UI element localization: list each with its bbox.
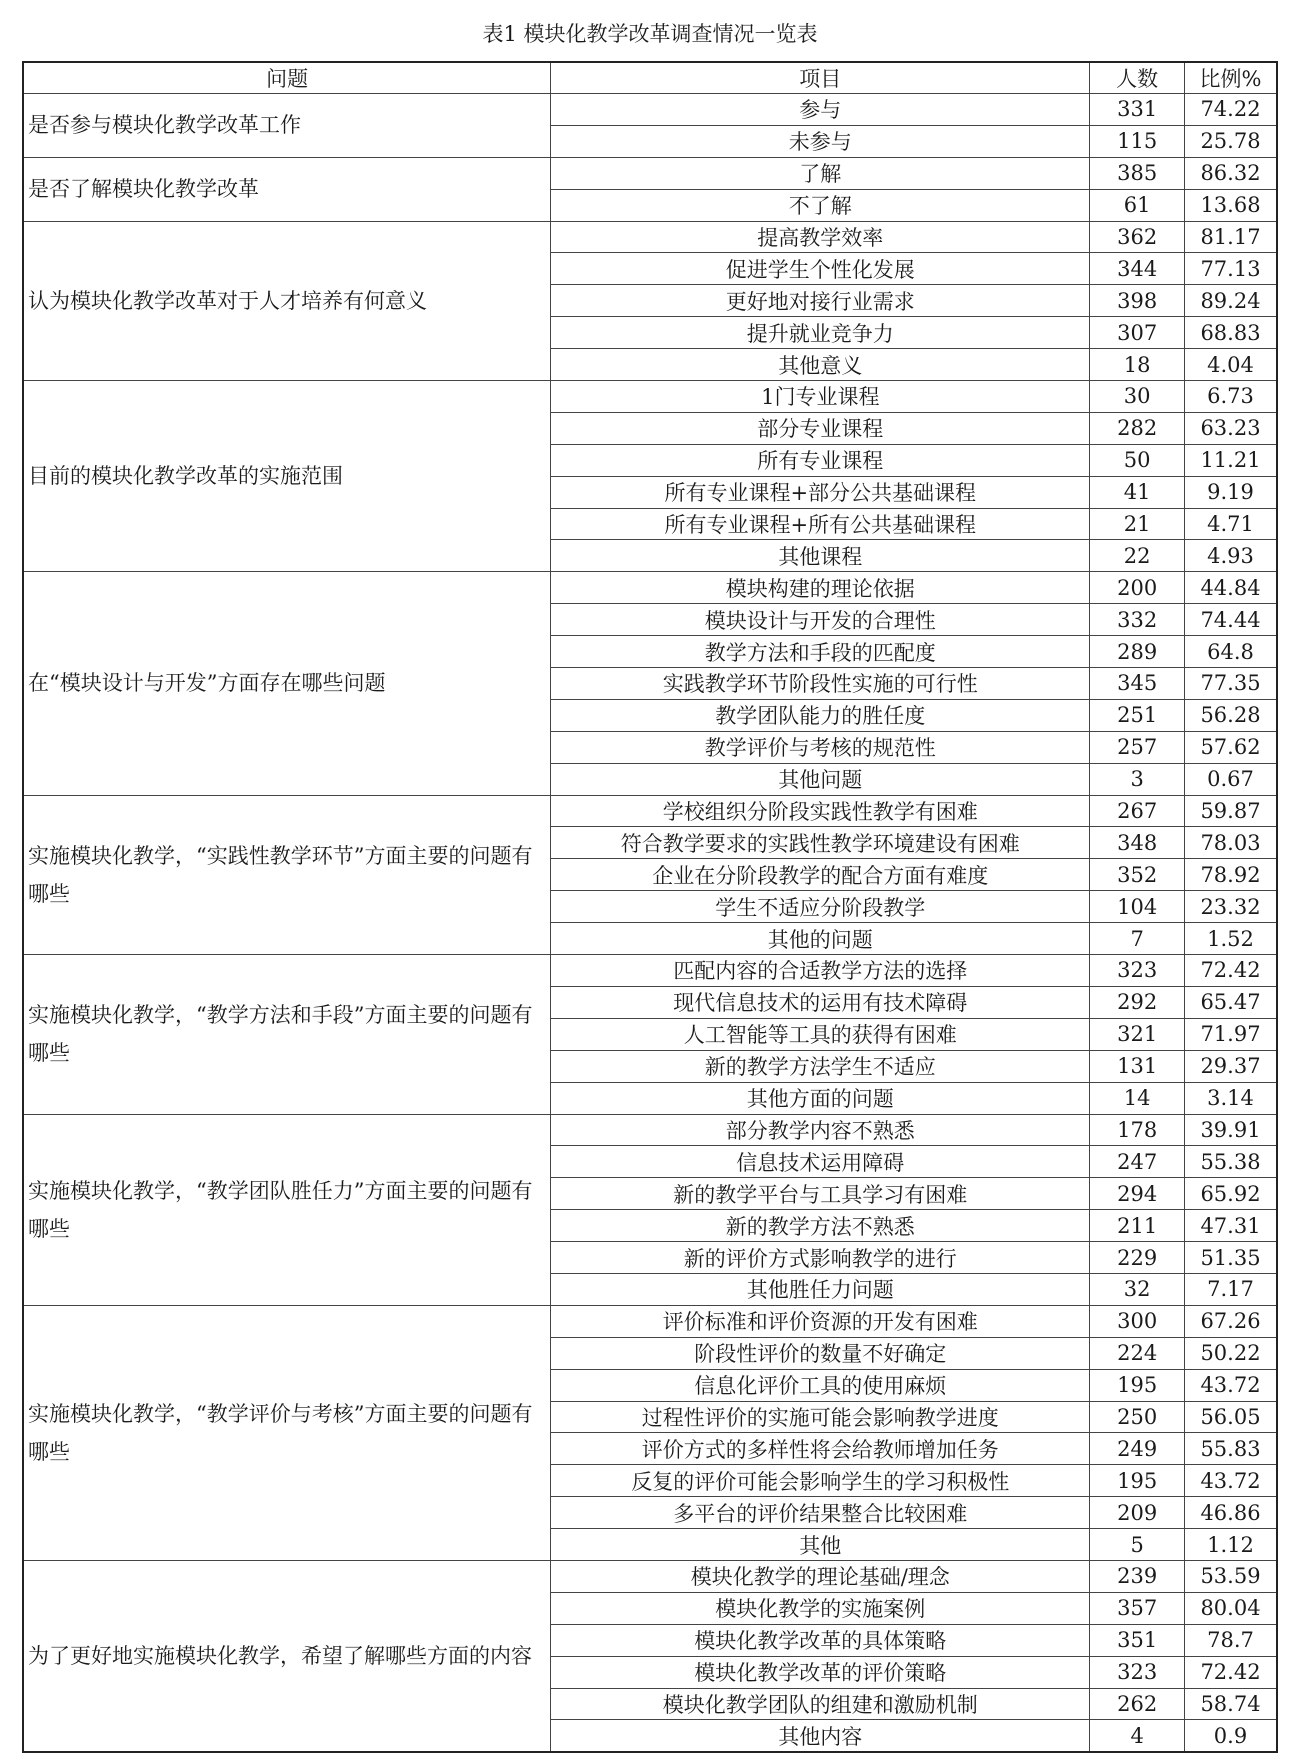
header-count: 人数 (1090, 62, 1185, 94)
count-cell: 229 (1090, 1242, 1185, 1274)
item-cell: 提升就业竞争力 (551, 317, 1090, 349)
item-cell: 了解 (551, 157, 1090, 189)
ratio-cell: 47.31 (1185, 1210, 1278, 1242)
header-ratio: 比例% (1185, 62, 1278, 94)
item-cell: 新的教学平台与工具学习有困难 (551, 1178, 1090, 1210)
ratio-cell: 67.26 (1185, 1305, 1278, 1337)
count-cell: 131 (1090, 1050, 1185, 1082)
count-cell: 61 (1090, 189, 1185, 221)
item-cell: 其他胜任力问题 (551, 1273, 1090, 1305)
count-cell: 345 (1090, 668, 1185, 700)
count-cell: 249 (1090, 1433, 1185, 1465)
count-cell: 21 (1090, 508, 1185, 540)
table-row (23, 1114, 1277, 1146)
count-cell: 4 (1090, 1720, 1185, 1752)
ratio-cell: 65.47 (1185, 986, 1278, 1018)
ratio-cell: 78.92 (1185, 859, 1278, 891)
item-cell: 部分教学内容不熟悉 (551, 1114, 1090, 1146)
table-row (23, 955, 1277, 987)
count-cell: 22 (1090, 540, 1185, 572)
ratio-cell: 65.92 (1185, 1178, 1278, 1210)
question-cell: 目前的模块化教学改革的实施范围 (23, 381, 551, 572)
count-cell: 115 (1090, 125, 1185, 157)
item-cell: 评价方式的多样性将会给教师增加任务 (551, 1433, 1090, 1465)
item-cell: 不了解 (551, 189, 1090, 221)
item-cell: 所有专业课程 (551, 444, 1090, 476)
count-cell: 362 (1090, 221, 1185, 253)
ratio-cell: 78.03 (1185, 827, 1278, 859)
item-cell: 其他 (551, 1529, 1090, 1561)
count-cell: 239 (1090, 1560, 1185, 1592)
count-cell: 262 (1090, 1688, 1185, 1720)
ratio-cell: 46.86 (1185, 1497, 1278, 1529)
count-cell: 292 (1090, 986, 1185, 1018)
count-cell: 251 (1090, 699, 1185, 731)
table-row (23, 221, 1277, 253)
ratio-cell: 43.72 (1185, 1369, 1278, 1401)
ratio-cell: 59.87 (1185, 795, 1278, 827)
item-cell: 过程性评价的实施可能会影响教学进度 (551, 1401, 1090, 1433)
count-cell: 104 (1090, 891, 1185, 923)
ratio-cell: 80.04 (1185, 1592, 1278, 1624)
count-cell: 14 (1090, 1082, 1185, 1114)
count-cell: 195 (1090, 1465, 1185, 1497)
count-cell: 50 (1090, 444, 1185, 476)
count-cell: 211 (1090, 1210, 1185, 1242)
item-cell: 模块化教学改革的评价策略 (551, 1656, 1090, 1688)
ratio-cell: 3.14 (1185, 1082, 1278, 1114)
count-cell: 300 (1090, 1305, 1185, 1337)
item-cell: 模块设计与开发的合理性 (551, 604, 1090, 636)
ratio-cell: 81.17 (1185, 221, 1278, 253)
count-cell: 3 (1090, 763, 1185, 795)
count-cell: 344 (1090, 253, 1185, 285)
ratio-cell: 4.04 (1185, 349, 1278, 381)
ratio-cell: 7.17 (1185, 1273, 1278, 1305)
survey-table (22, 61, 1278, 1753)
count-cell: 352 (1090, 859, 1185, 891)
item-cell: 更好地对接行业需求 (551, 285, 1090, 317)
ratio-cell: 51.35 (1185, 1242, 1278, 1274)
count-cell: 289 (1090, 636, 1185, 668)
table-row (23, 795, 1277, 827)
ratio-cell: 74.22 (1185, 94, 1278, 126)
ratio-cell: 53.59 (1185, 1560, 1278, 1592)
question-cell: 实施模块化教学，“教学方法和手段”方面主要的问题有哪些 (23, 955, 551, 1114)
ratio-cell: 77.13 (1185, 253, 1278, 285)
count-cell: 5 (1090, 1529, 1185, 1561)
count-cell: 351 (1090, 1624, 1185, 1656)
count-cell: 32 (1090, 1273, 1185, 1305)
item-cell: 所有专业课程+所有公共基础课程 (551, 508, 1090, 540)
ratio-cell: 9.19 (1185, 476, 1278, 508)
ratio-cell: 0.67 (1185, 763, 1278, 795)
count-cell: 178 (1090, 1114, 1185, 1146)
count-cell: 250 (1090, 1401, 1185, 1433)
table-caption: 表1 模块化教学改革调查情况一览表 (482, 22, 818, 46)
count-cell: 323 (1090, 955, 1185, 987)
item-cell: 参与 (551, 94, 1090, 126)
ratio-cell: 86.32 (1185, 157, 1278, 189)
question-cell: 为了更好地实施模块化教学，希望了解哪些方面的内容 (23, 1560, 551, 1752)
item-cell: 新的教学方法不熟悉 (551, 1210, 1090, 1242)
ratio-cell: 4.71 (1185, 508, 1278, 540)
item-cell: 信息化评价工具的使用麻烦 (551, 1369, 1090, 1401)
count-cell: 195 (1090, 1369, 1185, 1401)
ratio-cell: 23.32 (1185, 891, 1278, 923)
ratio-cell: 13.68 (1185, 189, 1278, 221)
ratio-cell: 74.44 (1185, 604, 1278, 636)
count-cell: 331 (1090, 94, 1185, 126)
ratio-cell: 55.38 (1185, 1146, 1278, 1178)
count-cell: 332 (1090, 604, 1185, 636)
item-cell: 人工智能等工具的获得有困难 (551, 1018, 1090, 1050)
item-cell: 其他课程 (551, 540, 1090, 572)
ratio-cell: 1.52 (1185, 923, 1278, 955)
item-cell: 反复的评价可能会影响学生的学习积极性 (551, 1465, 1090, 1497)
ratio-cell: 78.7 (1185, 1624, 1278, 1656)
count-cell: 247 (1090, 1146, 1185, 1178)
ratio-cell: 89.24 (1185, 285, 1278, 317)
count-cell: 398 (1090, 285, 1185, 317)
count-cell: 257 (1090, 731, 1185, 763)
count-cell: 357 (1090, 1592, 1185, 1624)
ratio-cell: 57.62 (1185, 731, 1278, 763)
header-item: 项目 (551, 62, 1090, 94)
item-cell: 教学评价与考核的规范性 (551, 731, 1090, 763)
item-cell: 其他内容 (551, 1720, 1090, 1752)
count-cell: 307 (1090, 317, 1185, 349)
item-cell: 模块化教学改革的具体策略 (551, 1624, 1090, 1656)
table-row (23, 157, 1277, 189)
count-cell: 209 (1090, 1497, 1185, 1529)
item-cell: 学校组织分阶段实践性教学有困难 (551, 795, 1090, 827)
ratio-cell: 6.73 (1185, 381, 1278, 413)
count-cell: 282 (1090, 412, 1185, 444)
count-cell: 41 (1090, 476, 1185, 508)
ratio-cell: 58.74 (1185, 1688, 1278, 1720)
header-question: 问题 (23, 62, 551, 94)
table-row (23, 1560, 1277, 1592)
count-cell: 30 (1090, 381, 1185, 413)
item-cell: 匹配内容的合适教学方法的选择 (551, 955, 1090, 987)
item-cell: 促进学生个性化发展 (551, 253, 1090, 285)
item-cell: 评价标准和评价资源的开发有困难 (551, 1305, 1090, 1337)
ratio-cell: 0.9 (1185, 1720, 1278, 1752)
item-cell: 所有专业课程+部分公共基础课程 (551, 476, 1090, 508)
count-cell: 348 (1090, 827, 1185, 859)
count-cell: 323 (1090, 1656, 1185, 1688)
item-cell: 企业在分阶段教学的配合方面有难度 (551, 859, 1090, 891)
count-cell: 18 (1090, 349, 1185, 381)
item-cell: 提高教学效率 (551, 221, 1090, 253)
item-cell: 未参与 (551, 125, 1090, 157)
item-cell: 模块化教学团队的组建和激励机制 (551, 1688, 1090, 1720)
item-cell: 多平台的评价结果整合比较困难 (551, 1497, 1090, 1529)
item-cell: 实践教学环节阶段性实施的可行性 (551, 668, 1090, 700)
count-cell: 267 (1090, 795, 1185, 827)
item-cell: 新的教学方法学生不适应 (551, 1050, 1090, 1082)
ratio-cell: 4.93 (1185, 540, 1278, 572)
ratio-cell: 63.23 (1185, 412, 1278, 444)
ratio-cell: 43.72 (1185, 1465, 1278, 1497)
item-cell: 学生不适应分阶段教学 (551, 891, 1090, 923)
count-cell: 7 (1090, 923, 1185, 955)
header-row (23, 62, 1277, 94)
item-cell: 部分专业课程 (551, 412, 1090, 444)
item-cell: 模块化教学的实施案例 (551, 1592, 1090, 1624)
ratio-cell: 1.12 (1185, 1529, 1278, 1561)
ratio-cell: 11.21 (1185, 444, 1278, 476)
item-cell: 新的评价方式影响教学的进行 (551, 1242, 1090, 1274)
ratio-cell: 56.05 (1185, 1401, 1278, 1433)
ratio-cell: 72.42 (1185, 1656, 1278, 1688)
question-cell: 实施模块化教学，“教学团队胜任力”方面主要的问题有哪些 (23, 1114, 551, 1305)
question-cell: 在“模块设计与开发”方面存在哪些问题 (23, 572, 551, 795)
item-cell: 模块构建的理论依据 (551, 572, 1090, 604)
count-cell: 224 (1090, 1337, 1185, 1369)
ratio-cell: 68.83 (1185, 317, 1278, 349)
ratio-cell: 39.91 (1185, 1114, 1278, 1146)
item-cell: 阶段性评价的数量不好确定 (551, 1337, 1090, 1369)
table-body (23, 94, 1277, 1753)
table-row (23, 572, 1277, 604)
ratio-cell: 72.42 (1185, 955, 1278, 987)
item-cell: 现代信息技术的运用有技术障碍 (551, 986, 1090, 1018)
ratio-cell: 55.83 (1185, 1433, 1278, 1465)
item-cell: 其他意义 (551, 349, 1090, 381)
count-cell: 200 (1090, 572, 1185, 604)
question-cell: 实施模块化教学，“实践性教学环节”方面主要的问题有哪些 (23, 795, 551, 954)
ratio-cell: 29.37 (1185, 1050, 1278, 1082)
question-cell: 是否了解模块化教学改革 (23, 157, 551, 221)
ratio-cell: 77.35 (1185, 668, 1278, 700)
question-cell: 实施模块化教学，“教学评价与考核”方面主要的问题有哪些 (23, 1305, 551, 1560)
count-cell: 385 (1090, 157, 1185, 189)
question-cell: 是否参与模块化教学改革工作 (23, 94, 551, 158)
item-cell: 教学团队能力的胜任度 (551, 699, 1090, 731)
item-cell: 其他的问题 (551, 923, 1090, 955)
table-row (23, 94, 1277, 126)
table-row (23, 1305, 1277, 1337)
item-cell: 模块化教学的理论基础/理念 (551, 1560, 1090, 1592)
table-row (23, 381, 1277, 413)
item-cell: 信息技术运用障碍 (551, 1146, 1090, 1178)
item-cell: 符合教学要求的实践性教学环境建设有困难 (551, 827, 1090, 859)
question-cell: 认为模块化教学改革对于人才培养有何意义 (23, 221, 551, 380)
ratio-cell: 44.84 (1185, 572, 1278, 604)
ratio-cell: 25.78 (1185, 125, 1278, 157)
item-cell: 其他问题 (551, 763, 1090, 795)
ratio-cell: 50.22 (1185, 1337, 1278, 1369)
ratio-cell: 64.8 (1185, 636, 1278, 668)
ratio-cell: 56.28 (1185, 699, 1278, 731)
ratio-cell: 71.97 (1185, 1018, 1278, 1050)
item-cell: 教学方法和手段的匹配度 (551, 636, 1090, 668)
count-cell: 294 (1090, 1178, 1185, 1210)
count-cell: 321 (1090, 1018, 1185, 1050)
item-cell: 其他方面的问题 (551, 1082, 1090, 1114)
item-cell: 1门专业课程 (551, 381, 1090, 413)
